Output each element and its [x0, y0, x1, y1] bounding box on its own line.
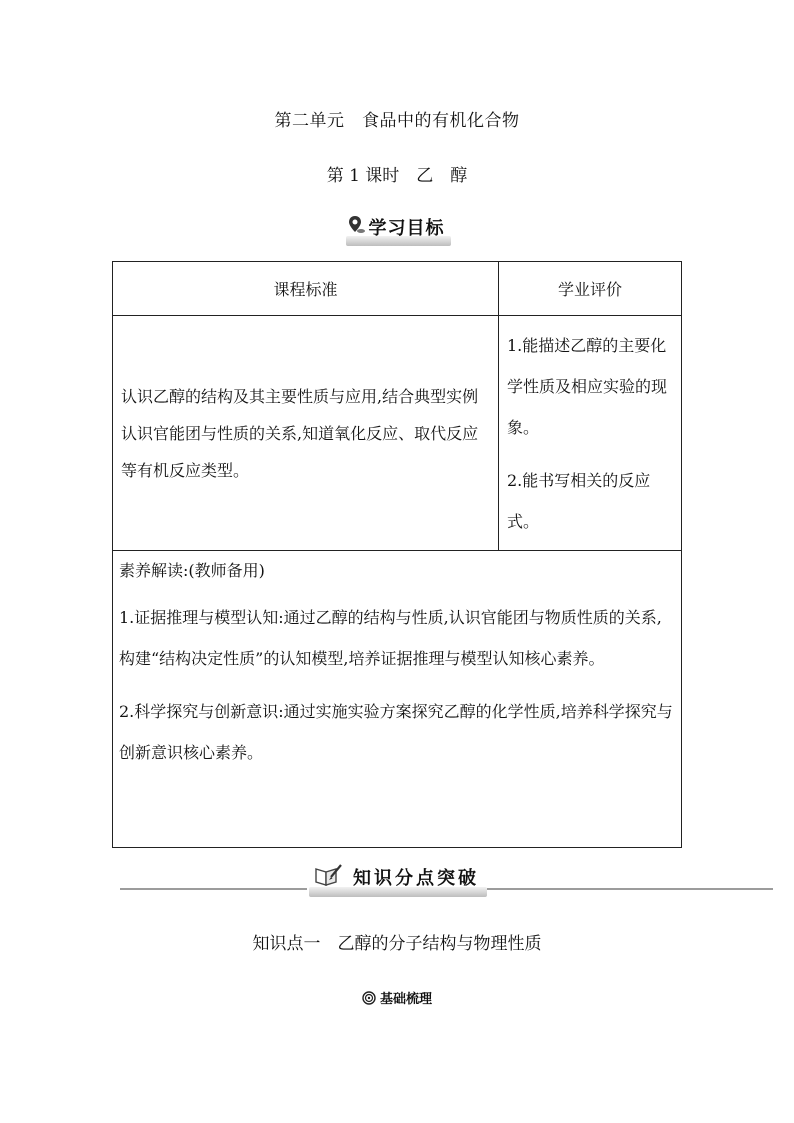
- objectives-banner: [0, 214, 794, 246]
- unit-title: 第二单元 食品中的有机化合物: [274, 111, 520, 131]
- knowledge-point-title: 知识点一 乙醇的分子结构与物理性质: [252, 934, 542, 954]
- lesson-title: 第 1 课时 乙 醇: [326, 166, 468, 186]
- book-pen-icon: [313, 863, 343, 891]
- basic-section-heading: [0, 988, 794, 1007]
- literacy-item: 1.证据推理与模型认知:通过乙醇的结构与性质,认识官能团与物质性质的关系,构建“结构决定性质”的认知模型,培养证据推理与模型认知核心素养。: [119, 608, 662, 668]
- evaluation-item: 2.能书写相关的反应式。: [507, 470, 651, 531]
- evaluation-cell: [499, 316, 682, 551]
- col-header-standard: 课程标准: [113, 262, 499, 316]
- literacy-heading: 素养解读:(教师备用): [119, 561, 265, 580]
- literacy-cell: [113, 551, 682, 848]
- spiral-icon: [362, 991, 376, 1005]
- col-header-evaluation: 学业评价: [499, 262, 682, 316]
- literacy-item: 2.科学探究与创新意识:通过实施实验方案探究乙醇的化学性质,培养科学探究与创新意识核心素养。: [119, 702, 673, 762]
- knowledge-label: 知识分点突破: [353, 868, 479, 889]
- objectives-label: 学习目标: [368, 218, 445, 239]
- location-pin-icon: [348, 215, 366, 239]
- basic-section-label: 基础梳理: [379, 992, 432, 1007]
- knowledge-banner: [0, 863, 794, 897]
- evaluation-item: 1.能描述乙醇的主要化学性质及相应实验的现象。: [507, 335, 668, 437]
- objectives-table: [112, 261, 682, 848]
- standard-text: 认识乙醇的结构及其主要性质与应用,结合典型实例认识官能团与性质的关系,知道氧化反应、取代反应等有机反应类型。: [113, 316, 499, 551]
